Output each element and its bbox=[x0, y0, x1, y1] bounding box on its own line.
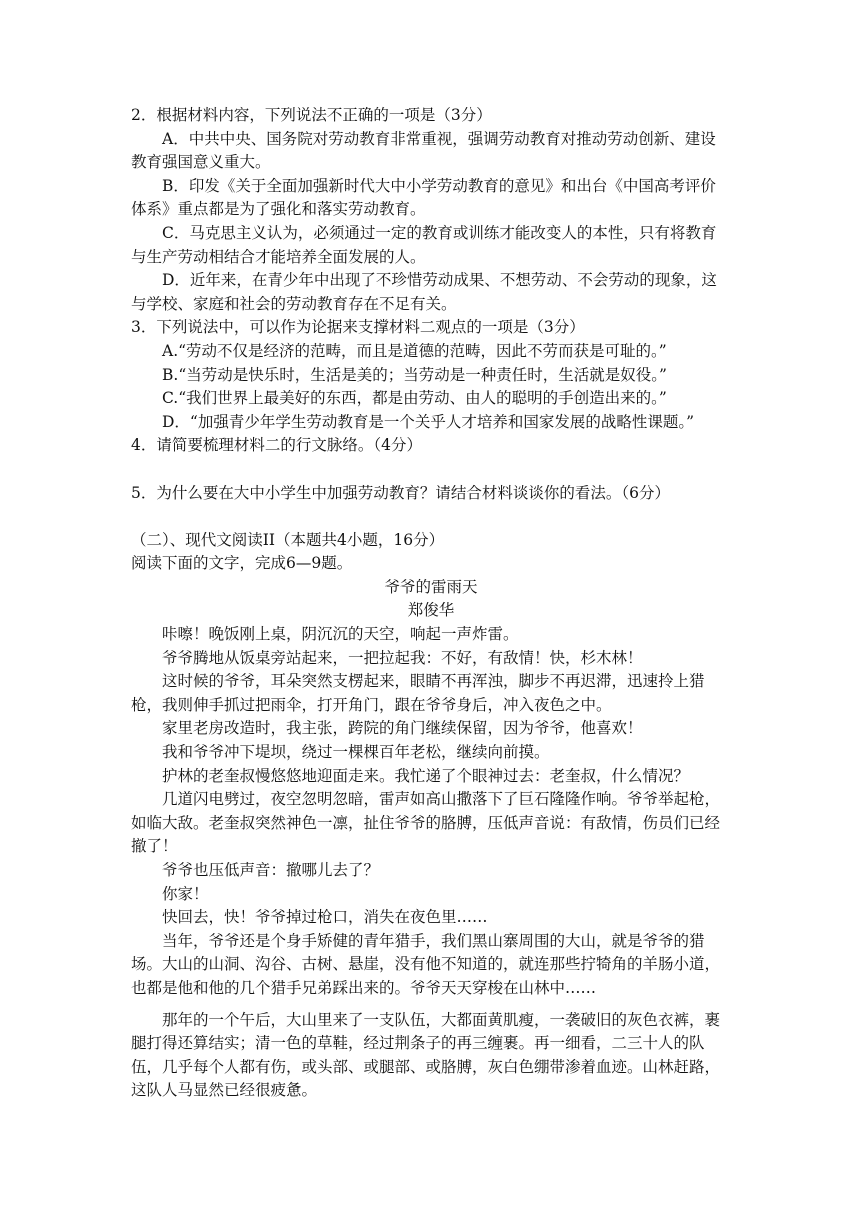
question-2-option-d: D．近年来，在青少年中出现了不珍惜劳动成果、不想劳动、不会劳动的现象，这与学校、家庭和社会的劳动教育存在不足有关。 bbox=[131, 271, 717, 313]
story-paragraph: 你家！ bbox=[162, 884, 209, 903]
section-heading: （二）、现代文阅读II（本题共4小题，16分） bbox=[131, 530, 445, 549]
story-title: 爷爷的雷雨天 bbox=[384, 577, 478, 596]
question-3-option-a: A.“劳动不仅是经济的范畴，而且是道德的范畴，因此不劳而获是可耻的。” bbox=[162, 341, 667, 360]
story-paragraph: 当年，爷爷还是个身手矫健的青年猎手，我们黑山寨周围的大山，就是爷爷的猎场。大山的山洞、沟谷、古树、悬崖，没有他不知道的，就连那些拧犄角的羊肠小道，也都是他和他的几个猎手兄弟踩出来的。爷爷天天穿梭在山林中…… bbox=[131, 931, 721, 997]
section-instruction: 阅读下面的文字，完成6—9题。 bbox=[131, 554, 353, 573]
question-2-option-c: C．马克思主义认为，必须通过一定的教育或训练才能改变人的本性，只有将教育与生产劳动相结合才能培养全面发展的人。 bbox=[131, 223, 717, 266]
story-paragraph: 爷爷腾地从饭桌旁站起来，一把拉起我：不好，有敌情！快，杉木林！ bbox=[162, 648, 643, 667]
question-4: 4．请简要梳理材料二的行文脉络。（4分） bbox=[131, 436, 422, 455]
story-paragraph: 几道闪电劈过，夜空忽明忽暗，雷声如高山撒落下了巨石隆隆作响。爷爷举起枪，如临大敌。老奎叔突然神色一凛，扯住爷爷的胳膊，压低声音说：有敌情，伤员们已经撤了！ bbox=[131, 790, 721, 856]
question-2-option-a: A．中共中央、国务院对劳动教育非常重视，强调劳动教育对推动劳动创新、建设教育强国意义重大。 bbox=[131, 129, 716, 172]
story-paragraph: 这时候的爷爷，耳朵突然支楞起来，眼睛不再浑浊，脚步不再迟滞，迅速拎上猎枪，我则伸手抓过把雨伞，打开角门，跟在爷爷身后，冲入夜色之中。 bbox=[131, 672, 705, 714]
question-5: 5．为什么要在大中小学生中加强劳动教育？请结合材料谈谈你的看法。（6分） bbox=[131, 483, 670, 502]
story-paragraph: 快回去，快！爷爷掉过枪口，消失在夜色里…… bbox=[162, 908, 488, 927]
question-3-option-b: B.“当劳动是快乐时，生活是美的；当劳动是一种责任时，生活就是奴役。” bbox=[162, 365, 667, 384]
story-paragraph: 我和爷爷冲下堤坝，绕过一棵棵百年老松，继续向前摸。 bbox=[162, 743, 550, 762]
question-3-option-d: D．“加强青少年学生劳动教育是一个关乎人才培养和国家发展的战略性课题。” bbox=[162, 412, 695, 431]
story-paragraph: 护林的老奎叔慢悠悠地迎面走来。我忙递了个眼神过去：老奎叔，什么情况？ bbox=[162, 766, 690, 785]
story-paragraph: 那年的一个午后，大山里来了一支队伍，大都面黄肌瘦，一袭破旧的灰色衣裤，裹腿打得还算结实；清一色的草鞋，经过荆条子的再三缠裹。再一细看，二三十人的队伍，几乎每个人都有伤，或头部、或腿部、或胳膊，灰白色绷带渗着血迹。山林赶路，这队人马显然已经很疲惫。 bbox=[131, 1010, 721, 1100]
question-2-option-b: B．印发《关于全面加强新时代大中小学劳动教育的意见》和出台《中国高考评价体系》重点都是为了强化和落实劳动教育。 bbox=[131, 176, 716, 219]
question-3-option-c: C.“我们世界上最美好的东西，都是由劳动、由人的聪明的手创造出来的。” bbox=[162, 389, 667, 408]
paragraph-spacer bbox=[131, 1001, 731, 1009]
story-author: 郑俊华 bbox=[407, 601, 455, 620]
question-2-stem: 2．根据材料内容，下列说法不正确的一项是（3分） bbox=[131, 106, 492, 124]
story-paragraph: 爷爷也压低声音：撤哪儿去了？ bbox=[162, 861, 380, 879]
story-paragraph: 家里老房改造时，我主张，跨院的角门继续保留，因为爷爷，他喜欢！ bbox=[162, 719, 643, 738]
answer-space bbox=[131, 458, 731, 482]
question-3-stem: 3．下列说法中，可以作为论据来支撑材料二观点的一项是（3分） bbox=[131, 318, 585, 337]
story-paragraph: 咔嚓！晚饭刚上桌，阴沉沉的天空，响起一声炸雷。 bbox=[162, 625, 519, 644]
answer-space bbox=[131, 505, 731, 529]
page-content bbox=[131, 104, 731, 1103]
